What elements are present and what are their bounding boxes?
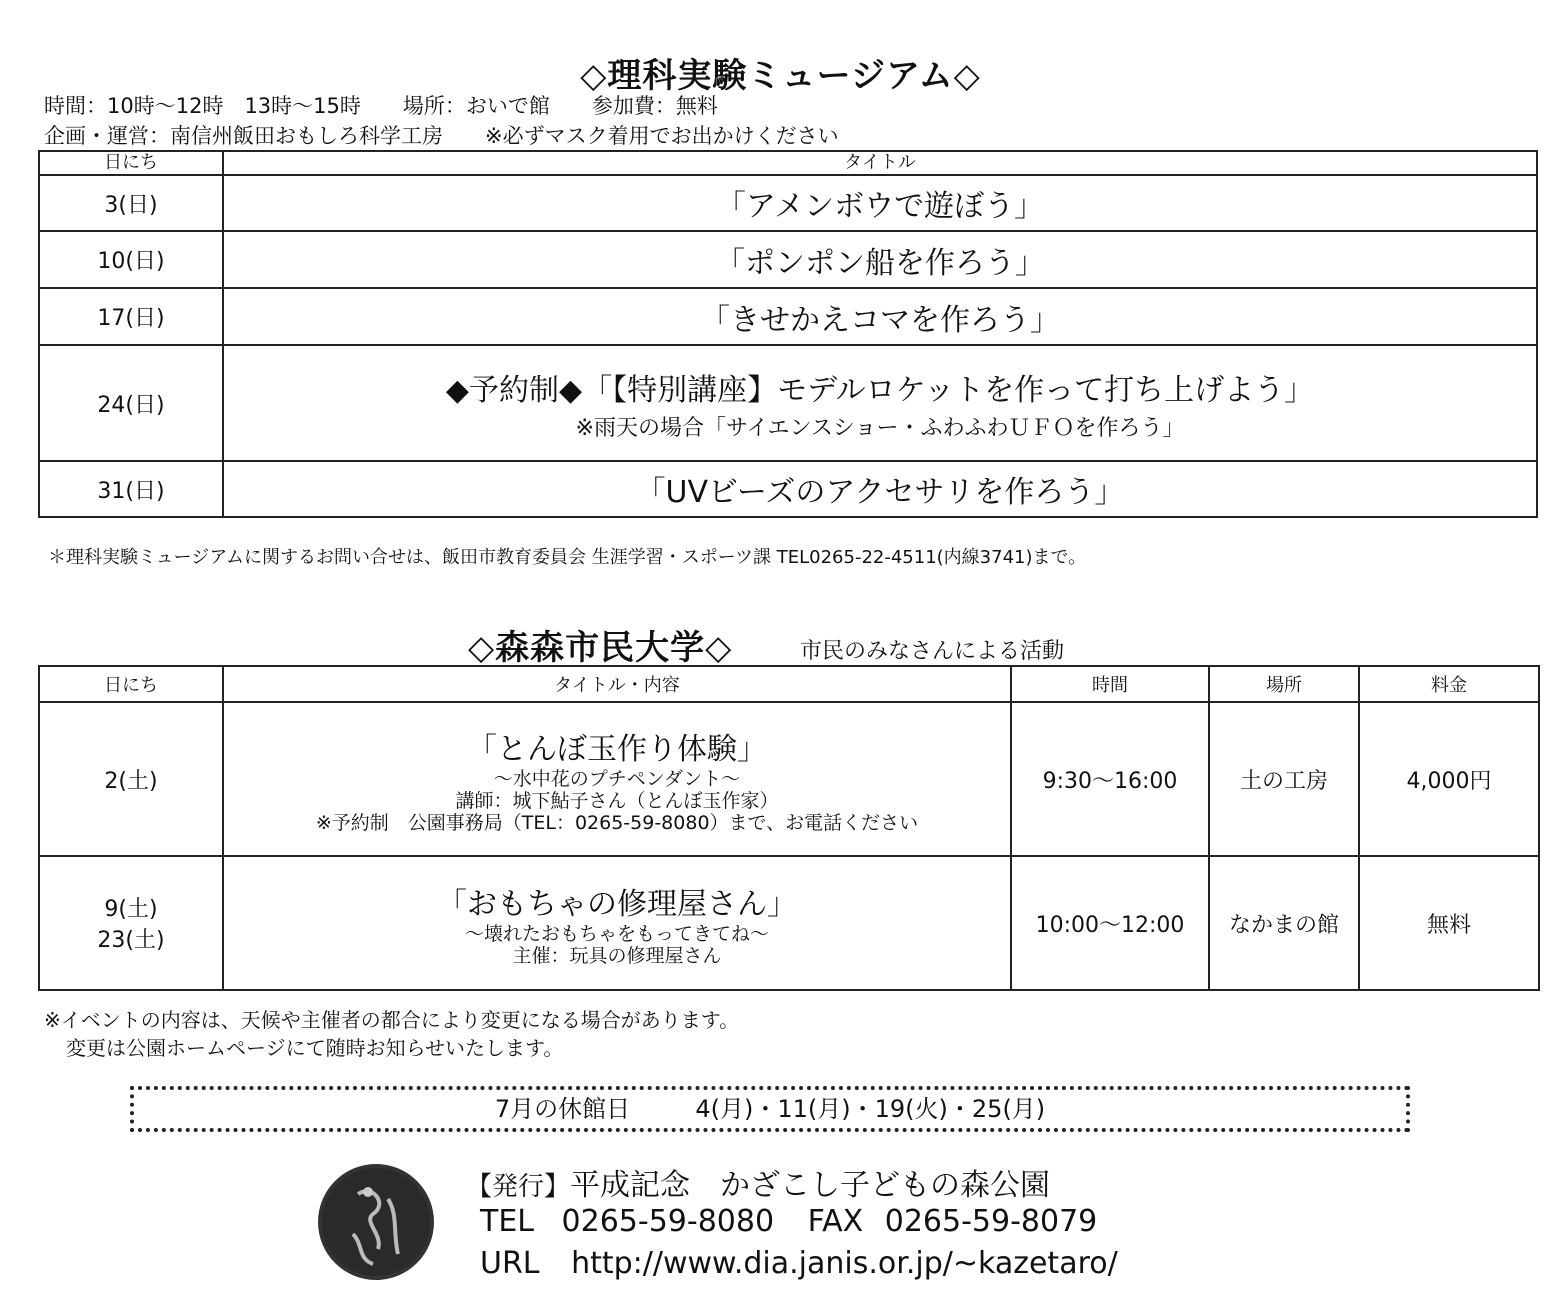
website-link[interactable]: http://www.dia.janis.or.jp/~kazetaro/ [571, 1246, 1118, 1281]
change-notice-line2: 変更は公園ホームページにて随時お知らせいたします。 [66, 1036, 564, 1060]
event-fee: 4,000円 [1359, 702, 1539, 856]
event-date: 17(日) [39, 288, 223, 345]
col-header-place: 場所 [1209, 666, 1359, 702]
closed-days-list: 4(月)・11(月)・19(火)・25(月) [695, 1095, 1046, 1123]
col-header-date: 日にち [39, 151, 223, 175]
event-rain-note: ※雨天の場合「サイエンスショー・ふわふわＵＦＯを作ろう」 [575, 415, 1185, 441]
table-row [39, 175, 1537, 231]
table-row [39, 231, 1537, 288]
event-date: 31(日) [39, 461, 223, 517]
event-date: 3(日) [39, 175, 223, 231]
publisher-prefix: 【発行】 [466, 1172, 571, 1202]
seal-mark-icon [318, 1164, 434, 1280]
event-organizer: 主催：玩具の修理屋さん [512, 945, 722, 967]
col-header-title: タイトル・内容 [223, 666, 1011, 702]
fax-label: FAX [807, 1204, 864, 1239]
closed-days-label: 7月の休館日 [494, 1095, 631, 1123]
event-dates [39, 856, 223, 990]
event-subtitle: ～水中花のプチペンダント～ [493, 768, 741, 790]
event-details [223, 856, 1011, 990]
event-title-cell [223, 345, 1537, 461]
event-title: 「おもちゃの修理屋さん」 [437, 887, 797, 922]
univ-subtitle: 市民のみなさんによる活動 [800, 639, 1065, 664]
event-place: なかまの館 [1209, 856, 1359, 990]
event-title: 「UVビーズのアクセサリを作ろう」 [223, 461, 1537, 517]
univ-header-row [39, 666, 1539, 702]
fax-number: 0265-59-8079 [884, 1204, 1098, 1239]
event-fee: 無料 [1359, 856, 1539, 990]
closed-days-box [130, 1086, 1410, 1132]
url-line [480, 1246, 1118, 1281]
univ-schedule-table [38, 665, 1540, 991]
col-header-date: 日にち [39, 666, 223, 702]
tel-label: TEL [480, 1204, 534, 1239]
col-header-title: タイトル [223, 151, 1537, 175]
event-place: 土の工房 [1209, 702, 1359, 856]
museum-footnote: ＊理科実験ミュージアムに関するお問い合せは、飯田市教育委員会 生涯学習・スポーツ課 TEL0265-22-4511(内線3741)まで。 [48, 547, 1087, 568]
table-row [39, 461, 1537, 517]
change-notice-line1: ※イベントの内容は、天候や主催者の都合により変更になる場合があります。 [44, 1008, 740, 1032]
museum-schedule-table [38, 150, 1538, 518]
museum-title: ◇理科実験ミュージアム◇ [580, 56, 981, 96]
event-details [223, 702, 1011, 856]
event-date: 24(日) [39, 345, 223, 461]
event-date: 2(土) [39, 702, 223, 856]
event-title: 「きせかえコマを作ろう」 [223, 288, 1537, 345]
col-header-fee: 料金 [1359, 666, 1539, 702]
museum-header-row [39, 151, 1537, 175]
museum-info-line1: 時間：10時～12時 13時～15時 場所：おいで館 参加費：無料 [44, 94, 718, 118]
table-row [39, 288, 1537, 345]
table-row [39, 702, 1539, 856]
event-title: 「アメンボウで遊ぼう」 [223, 175, 1537, 231]
event-title: ◆予約制◆「【特別講座】モデルロケットを作って打ち上げよう」 [445, 372, 1315, 408]
publisher-name: 平成記念 かざこし子どもの森公園 [570, 1168, 1051, 1203]
event-date: 10(日) [39, 231, 223, 288]
park-seal-logo [318, 1164, 434, 1280]
event-time: 9:30～16:00 [1011, 702, 1209, 856]
event-date: 9(土) [104, 897, 158, 922]
event-title: 「とんぼ玉作り体験」 [467, 732, 767, 767]
museum-info-line2: 企画・運営：南信州飯田おもしろ科学工房 ※必ずマスク着用でお出かけください [44, 124, 839, 148]
event-subtitle: ～壊れたおもちゃをもってきてね～ [464, 923, 769, 945]
tel-number: 0265-59-8080 [561, 1204, 775, 1239]
table-row [39, 345, 1537, 461]
event-reservation-note: ※予約制 公園事務局（TEL：0265-59-8080）まで、お電話ください [315, 812, 919, 834]
contact-line [480, 1204, 1097, 1239]
publisher-line [466, 1160, 1050, 1204]
table-row [39, 856, 1539, 990]
univ-title: ◇森森市民大学◇ [468, 628, 733, 668]
url-label: URL [480, 1246, 540, 1281]
col-header-time: 時間 [1011, 666, 1209, 702]
event-date-2: 23(土) [97, 928, 165, 953]
event-instructor: 講師：城下鮎子さん（とんぼ玉作家） [455, 790, 779, 812]
event-time: 10:00～12:00 [1011, 856, 1209, 990]
event-title: 「ポンポン船を作ろう」 [223, 231, 1537, 288]
